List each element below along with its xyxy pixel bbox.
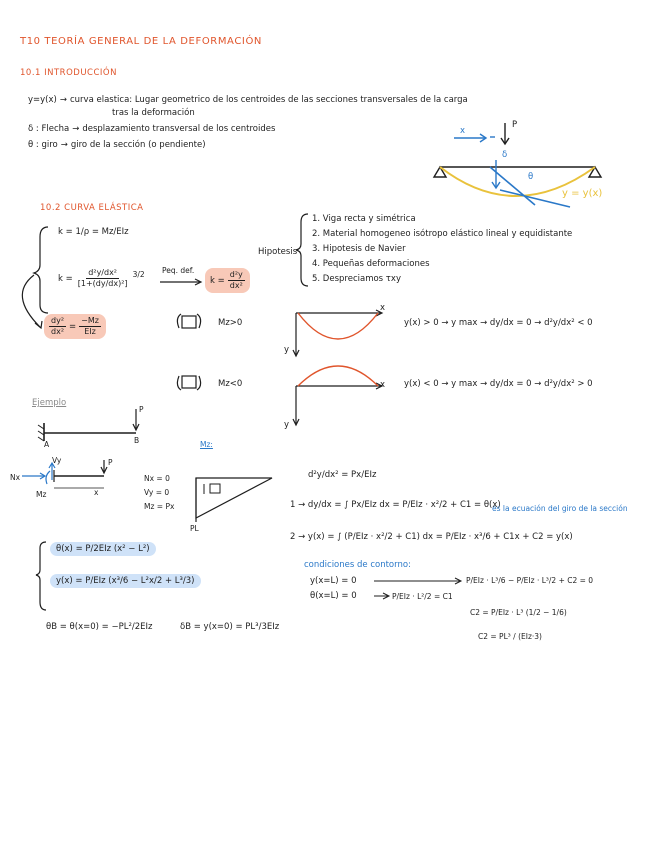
- hipotesis-list: [312, 214, 572, 289]
- fbd-x-label: x: [94, 488, 99, 497]
- intro-line-2: [28, 124, 275, 134]
- c2-final: C2 = PL³ / (EIz·3): [478, 632, 542, 641]
- diagram-theta-label: θ: [528, 172, 534, 182]
- intro-giro-def: giro de la sección (o pendiente): [70, 140, 206, 150]
- theta-solution: θ(x) = P/2EIz (x² − L²): [50, 542, 156, 556]
- fbd-mz-label: Mz: [36, 490, 47, 499]
- diagram-x-label: x: [460, 126, 466, 136]
- k-exact-exp: 3/2: [132, 270, 145, 279]
- cantilever-p-label: P: [139, 405, 144, 414]
- hipotesis-item: 2. Material homogeneo isótropo elástico lineal y equidistante: [312, 229, 573, 239]
- intro-line-1: [28, 95, 468, 105]
- diagram-curve-label: y = y(x): [562, 188, 603, 199]
- ejemplo-title: Ejemplo: [32, 398, 67, 408]
- integration-1: 1 → dy/dx = ∫ Px/EIz dx = P/EIz · x²/2 + C1 = θ(x): [290, 500, 501, 510]
- hipotesis-item: 5. Despreciamos τxy: [312, 274, 401, 284]
- result-den-lhs: dx²: [51, 327, 65, 336]
- curvature-equation: $\frac{\text{dy²}}{\text{dx²}}$ = $\frac{-Mz}{\text{EIz}}$: [44, 314, 106, 339]
- result-num-lhs: dy²: [51, 316, 65, 325]
- equation-nx: Nx = 0: [144, 474, 170, 483]
- section-introduccion: 10.1 INTRODUCCIÓN: [20, 68, 117, 78]
- intro-line-3: [28, 140, 206, 150]
- condition-2: θ(x=L) = 0: [310, 591, 357, 601]
- theta-b-result: θB = θ(x=0) = −PL²/2EIz: [46, 622, 153, 632]
- k-approx: k = $\frac{\text{d²y}}{\text{dx²}}$: [205, 268, 250, 293]
- result-den-rhs: EIz: [84, 327, 96, 336]
- integration-2: 2 → y(x) = ∫ (P/EIz · x²/2 + C1) dx = P/EIz · x³/6 + C1x + C2 = y(x): [290, 532, 573, 542]
- intro-y-def: y=y(x): [28, 95, 57, 105]
- equilibrium-equations: [144, 472, 174, 514]
- k-exact-den: [1+(dy/dx)²]: [77, 279, 128, 288]
- moment-negative-icon: [172, 372, 208, 392]
- hipotesis-item: 1. Viga recta y simétrica: [312, 214, 416, 224]
- intro-flecha-def: desplazamiento transversal de los centroides: [82, 124, 276, 134]
- peq-def-label: Peq. def.: [162, 266, 195, 275]
- k-exact-num: d²y/dx²: [88, 268, 118, 277]
- hipotesis-brace: [296, 212, 310, 288]
- hipotesis-item: 4. Pequeñas deformaciones: [312, 259, 430, 269]
- diagram-delta-label: δ: [502, 150, 508, 160]
- contorno-title: condiciones de contorno:: [304, 560, 411, 570]
- solution-brace: [36, 540, 48, 615]
- graph-neg-text: y(x) < 0 → y max → dy/dx = 0 → d²y/dx² > 0: [404, 379, 593, 389]
- graph-pos-y-label: y: [284, 345, 290, 355]
- moment-diagram-pl: PL: [190, 524, 199, 533]
- cantilever-a-label: A: [44, 440, 50, 449]
- mz-positive: Mz>0: [218, 318, 243, 328]
- equation-vy: Vy = 0: [144, 488, 170, 497]
- condition-1-result: P/EIz · L³/6 − P/EIz · L³/2 + C2 = 0: [466, 576, 594, 585]
- graph-pos-text: y(x) > 0 → y max → dy/dx = 0 → d²y/dx² < 0: [404, 318, 593, 328]
- delta-b-result: δB = y(x=0) = PL³/3EIz: [180, 622, 280, 632]
- mz-negative: Mz<0: [218, 379, 243, 389]
- moment-positive-icon: [172, 312, 208, 332]
- k-approx-den: dx²: [229, 281, 243, 290]
- arrow-icon: →: [72, 124, 80, 134]
- k-definition: k = 1/ρ = Mz/EIz: [58, 227, 129, 237]
- arrow-icon: [160, 278, 205, 286]
- cantilever-b-label: B: [134, 436, 140, 445]
- intro-giro: θ : giro: [28, 140, 58, 150]
- graph-convex: [286, 360, 396, 428]
- intro-flecha: δ : Flecha: [28, 124, 70, 134]
- diagram-p-label: P: [512, 120, 518, 130]
- intro-line-1-cont: tras la deformación: [112, 108, 195, 118]
- hipotesis-item: 3. Hipotesis de Navier: [312, 244, 406, 254]
- graph-neg-x-label: x: [380, 380, 386, 390]
- equation-mz: Mz = Px: [144, 502, 175, 511]
- fbd-nx-label: Nx: [10, 473, 21, 482]
- fbd-vy-label: Vy: [52, 456, 62, 465]
- y-solution: y(x) = P/EIz (x³/6 − L²x/2 + L³/3): [50, 574, 201, 588]
- integration-1-note: es la ecuación del giro de la sección: [492, 504, 628, 513]
- section-curva-elastica: 10.2 CURVA ELÁSTICA: [40, 203, 144, 213]
- fbd-p-label: P: [108, 458, 113, 467]
- intro-curve-def: curva elastica: Lugar geometrico de los centroides de las secciones transversales de la carga: [69, 95, 468, 105]
- k-exact-frac: [76, 268, 130, 289]
- k-approx-frac: [228, 270, 245, 291]
- k-approx-num: d²y: [229, 270, 243, 279]
- arrow-icon: →: [60, 140, 68, 150]
- k-exact: [58, 268, 145, 289]
- graph-neg-y-label: y: [284, 420, 290, 430]
- result-num-rhs: −Mz: [81, 316, 99, 325]
- page-title: T10 TEORÍA GENERAL DE LA DEFORMACIÓN: [20, 36, 263, 47]
- cantilever-diagram: [36, 405, 146, 450]
- graph-pos-x-label: x: [380, 303, 386, 313]
- moment-diagram: [190, 470, 280, 530]
- graph-concave: [286, 305, 396, 360]
- condition-1: y(x=L) = 0: [310, 576, 357, 586]
- condition-2-result: P/EIz · L²/2 = C1: [392, 592, 453, 601]
- hipotesis-label: Hipotesis: [258, 247, 298, 257]
- c2-solve: C2 = P/EIz · L³ (1/2 − 1/6): [470, 608, 567, 617]
- k-exact-lhs: k =: [58, 273, 73, 284]
- mz-diagram-label: Mz:: [200, 440, 213, 449]
- ode-equation: d²y/dx² = Px/EIz: [308, 470, 377, 480]
- arrow-icon: →: [59, 95, 67, 105]
